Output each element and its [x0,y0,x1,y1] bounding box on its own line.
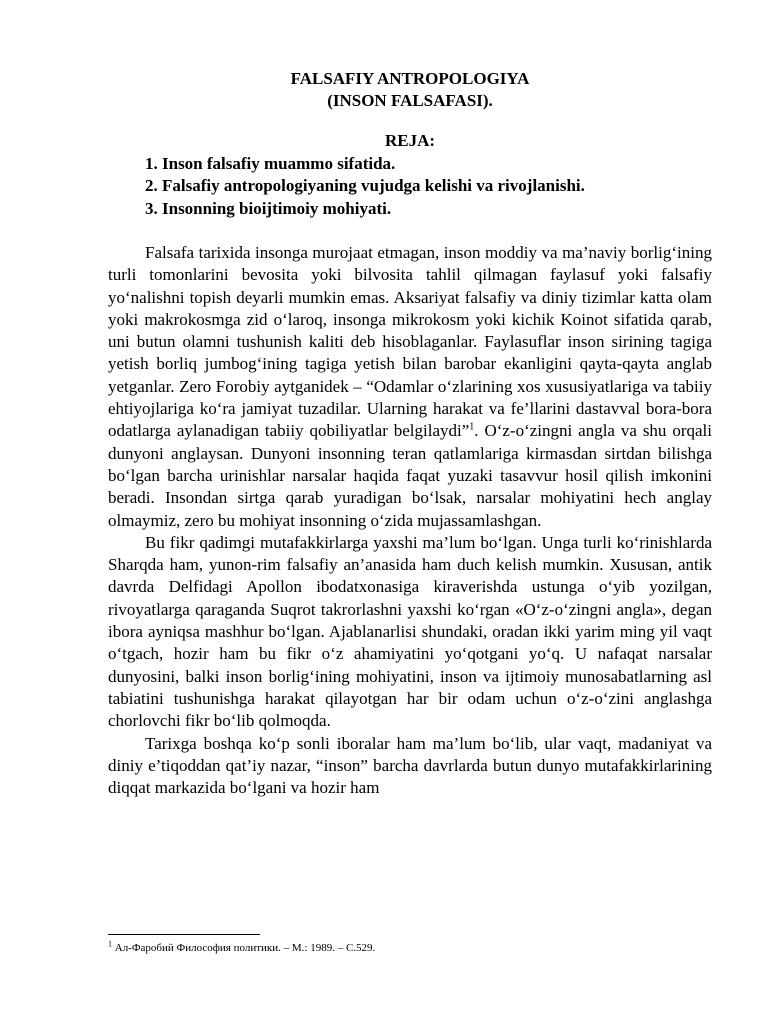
title-line-1: FALSAFIY ANTROPOLOGIYA [290,69,530,88]
paragraph-2: Bu fikr qadimgi mutafakkirlarga yaxshi ma’lum bo‘lgan. Unga turli ko‘rinishlarda Sharqda ham, yunon-rim falsafiy an’anasida ham duch kelish mumkin. Xususan, antik davrda Delfidagi Apollon ibodatxonasiga kiraverishda ustunga o‘yib yozilgan, rivoyatlarga qaraganda Suqrot takrorlashni yaxshi ko‘rgan «O‘z-o‘zingni angla», degan ibora ayniqsa mashhur bo‘lgan. Ajablanarlisi shundaki, oradan ikki yarim ming yil vaqt o‘tgach, hozir ham bu fikr o‘z ahamiyatini yo‘qotgani yo‘q. U nafaqat narsalar dunyosini, balki inson borlig‘ining mohiyatini, inson va ijtimoiy munosabatlarning asl tabiatini tushunishga harakat qilayotgan har bir odam uchun o‘z-o‘zini anglashga chorlovchi fikr bo‘lib qolmoqda. [108,532,712,731]
footnote-reference[interactable]: 1 [469,421,475,433]
plan-section [108,130,712,220]
title-line-2: (INSON FALSAFASI). [327,91,493,110]
paragraph-1-text-a: Falsafa tarixida insonga murojaat etmagan, inson moddiy va ma’naviy borlig‘ining turli tomonlarini bevosita yoki bilvosita tahlil qilmagan faylasuf yoki falsafiy yo‘nalishni topish deyarli mumkin emas. Aksariyat falsafiy va diniy tizimlar katta olam yoki makrokosmga zid o‘laroq, insonga mikrokosm yoki kichik Koinot sifatida qarab, uni butun olamni tushunish kaliti deb hisoblaganlar. Faylasuflar inson sirining tagiga yetish borliq jumbog‘ining tagiga yetish bilan barobar ekanligini qayta-qayta anglab yetganlar. Zero Forobiy aytganidek – “Odamlar o‘zlarining xos xususiyatlariga va tabiiy ehtiyojlariga ko‘ra jamiyat tuzadilar. Ularning harakat va fe’llarini dastavval bora-bora odatlarga aylanadigan tabiiy qobiliyatlar belgilaydi” [108,243,712,441]
footnote [108,941,712,955]
plan-item-1: 1. Inson falsafiy muammo sifatida. [145,153,396,173]
footnote-text: Ал-Фаробий Философия политики. – М.: 1989. – С.529. [112,942,376,954]
plan-heading: REJA: [384,131,436,150]
body-text [108,242,712,799]
paragraph-1-text-b: . O‘z-o‘zingni angla va shu orqali dunyoni anglaysan. Dunyoni insonning teran qatlamlariga kirmasdan sirtdan bilishga bo‘lgan barcha urinishlar narsalar haqida faqat yuzaki tasavvur hosil qilish imkonini beradi. Insondan sirtga qarab yuradigan bo‘lsak, narsalar mohiyatini hech anglay olmaymiz, zero bu mohiyat insonning o‘zida mujassamlashgan. [108,421,712,530]
plan-item-3: 3. Insonning bioijtimoiy mohiyati. [145,198,392,218]
plan-list [108,153,712,221]
footnote-mark: 1 [108,939,112,949]
document-page [108,68,712,799]
paragraph-3: Tarixga boshqa ko‘p sonli iboralar ham ma’lum bo‘lib, ular vaqt, madaniyat va diniy e’tiqoddan qat’iy nazar, “inson” barcha davrlarda butun dunyo mutafakkirlarining diqqat markazida bo‘lgani va hozir ham [108,733,712,798]
paragraph-1 [108,242,712,532]
footnote-separator [108,934,260,935]
plan-item-2: 2. Falsafiy antropologiyaning vujudga kelishi va rivojlanishi. [145,176,585,195]
